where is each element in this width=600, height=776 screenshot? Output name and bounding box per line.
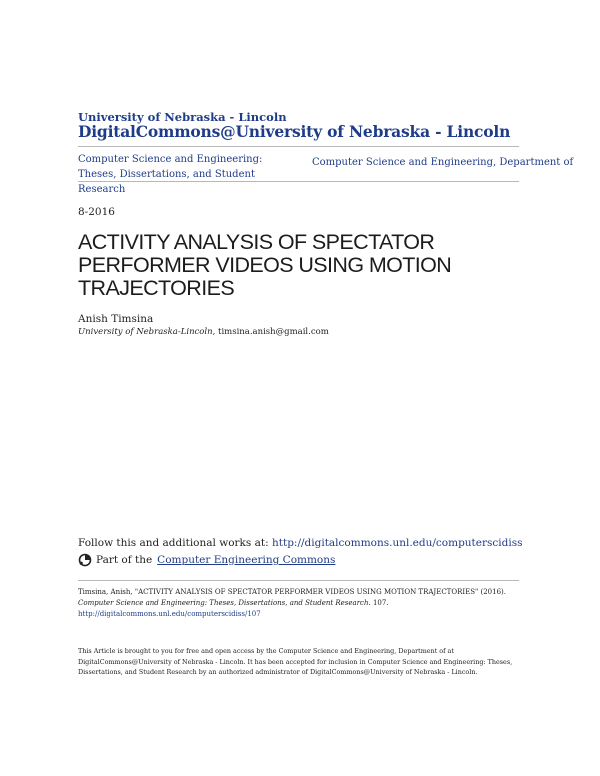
citation-journal-line — [78, 598, 528, 609]
publication-date: 8-2016 — [78, 206, 115, 218]
computer-engineering-commons-link[interactable]: Computer Engineering Commons — [157, 554, 336, 566]
collection-url-link[interactable]: http://digitalcommons.unl.edu/computerscidiss — [272, 537, 523, 549]
top-divider — [78, 146, 519, 147]
citation-line: Timsina, Anish, "ACTIVITY ANALYSIS OF SPECTATOR PERFORMER VIDEOS USING MOTION TRAJECTORIES" (2016). — [78, 588, 506, 596]
author-email[interactable]: , timsina.anish@gmail.com — [212, 327, 329, 337]
author-affiliation — [78, 327, 329, 337]
commons-network-icon — [78, 553, 92, 567]
recommended-citation — [78, 587, 528, 620]
bottom-divider — [78, 181, 519, 182]
university-link[interactable]: University of Nebraska - Lincoln — [78, 110, 287, 124]
open-access-notice: This Article is brought to you for free and open access by the Computer Science and Engineering, Department of at DigitalCommons@University of Nebraska - Lincoln. It has been accepted for inclusion in Computer Science and Engineering: Theses, Dissertations, and Student Research by an authorized administrator of DigitalCommons@University of Nebraska - Lincoln. — [78, 647, 513, 676]
part-of-prefix: Part of the — [96, 554, 153, 566]
affiliation-name: University of Nebraska-Lincoln — [78, 327, 213, 337]
collection-link-theses[interactable]: Computer Science and Engineering: Theses, Dissertations, and Student Research — [78, 154, 263, 195]
citation-url-link[interactable]: http://digitalcommons.unl.edu/computerscidiss/107 — [78, 610, 261, 618]
follow-line — [78, 537, 523, 549]
collection-link-department[interactable]: Computer Science and Engineering, Department of — [312, 157, 574, 168]
repository-title-link[interactable]: DigitalCommons@University of Nebraska - Lincoln — [78, 122, 511, 141]
citation-journal: Computer Science and Engineering: Theses, Dissertations, and Student Research — [78, 599, 369, 607]
citation-divider — [78, 580, 519, 581]
paper-title: ACTIVITY ANALYSIS OF SPECTATOR PERFORMER VIDEOS USING MOTION TRAJECTORIES — [78, 230, 452, 300]
author-name: Anish Timsina — [78, 313, 154, 325]
follow-prefix: Follow this and additional works at: — [78, 537, 272, 549]
part-of-line — [78, 553, 335, 567]
citation-number: . 107. — [368, 599, 389, 607]
